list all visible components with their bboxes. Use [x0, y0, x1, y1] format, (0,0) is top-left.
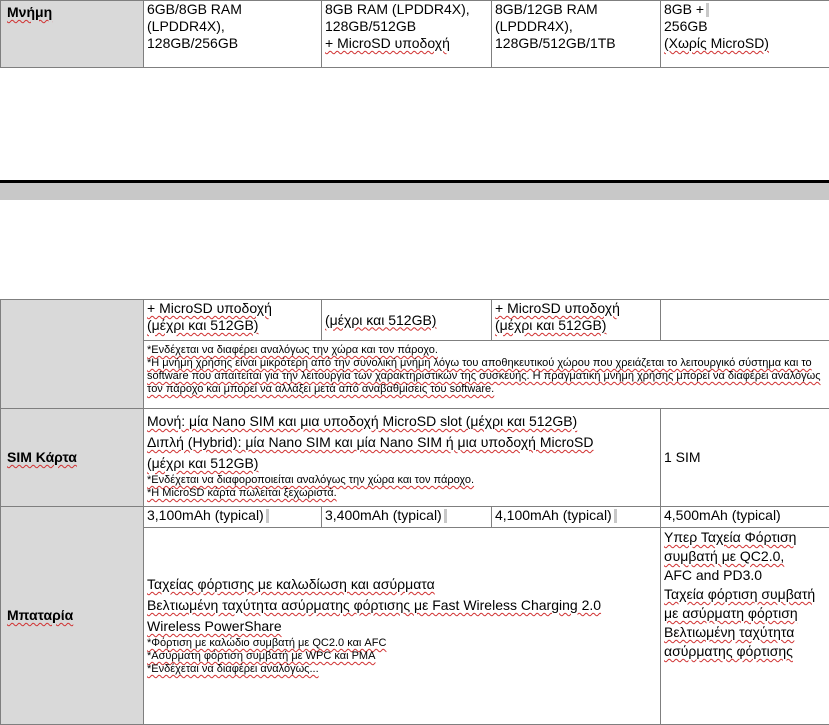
- cell-line: Διπλή (Hybrid): μία Nano SIM και μία Nano SIM ή μια υποδοχή MicroSD: [147, 432, 660, 453]
- cell-line: Βελτιωμένη ταχύτητα ασύρματης φόρτισης με Fast Wireless Charging 2.0: [147, 595, 660, 616]
- memory-label: Μνήμη: [1, 1, 144, 68]
- storage-cell-3: [492, 300, 661, 341]
- cell-line: (LPDDR4X),: [495, 18, 660, 35]
- note-line: *Η μνήμη χρήσης είναι μικρότερη από την συνολική μνήμη λόγω του αποθηκευτικού χώρου που χρειάζεται το λειτουργικό σύστημα και το software που απαιτείται για την λειτουργία των χαρακτηριστικών της συσκευής. Η πραγματική μνήμη χρήσης μπορεί να διαφέρει αναλόγως τον πάροχο και μπορεί να αλλάξει μετά από αναβαθμίσεις του software.: [147, 357, 829, 396]
- cell-line: 128GB/512GB/1TB: [495, 35, 660, 52]
- storage-notes: [144, 341, 829, 409]
- storage-cell-4: [661, 300, 829, 341]
- cell-line: (μέχρι και 512GB): [147, 317, 321, 334]
- cell-line: (μέχρι και 512GB): [495, 317, 660, 334]
- cell-line: Ταχείας φόρτισης με καλωδίωση και ασύρματα: [147, 574, 660, 595]
- sim-label: SIM Κάρτα: [1, 409, 144, 507]
- cell-line: (μέχρι και 512GB): [325, 312, 491, 329]
- note-line: *Ασύρματη φόρτιση συμβατή με WPC και PMA: [147, 650, 660, 663]
- cursor-mark: [266, 509, 269, 523]
- note-line: *Η MicroSD κάρτα πωλείται ξεχωριστά.: [147, 487, 660, 500]
- cell-line: 128GB/512GB: [325, 18, 491, 35]
- cell-line: Βελτιωμένη ταχύτητα: [664, 623, 829, 642]
- cell-line: Wireless PowerShare: [147, 616, 660, 637]
- note-line: *Ενδέχεται να διαφοροποιείται αναλόγως την χώρα και τον πάροχο.: [147, 474, 660, 487]
- cell-line: AFC and PD3.0: [664, 566, 829, 585]
- sim-right-cell: [661, 409, 829, 507]
- cell-line: + MicroSD υποδοχή: [325, 35, 491, 52]
- cell-line: Μονή: μία Nano SIM και μια υποδοχή MicroSD slot (μέχρι και 512GB): [147, 411, 660, 432]
- storage-cell-2: [322, 300, 492, 341]
- note-line: *Ενδέχεται να διαφέρει αναλόγως...: [147, 663, 660, 676]
- cell-line: + MicroSD υποδοχή: [495, 300, 660, 317]
- battery-cap-4: 4,500mAh (typical): [661, 507, 829, 528]
- memory-cell-1: [144, 1, 322, 68]
- battery-label: Μπαταρία: [1, 507, 144, 725]
- cell-line: (Χωρίς MicroSD): [664, 35, 829, 52]
- storage-row: [1, 300, 829, 341]
- cell-line: Υπερ Ταχεία Φόρτιση: [664, 528, 829, 547]
- cell-line: 128GB/256GB: [147, 35, 321, 52]
- battery-right-cell: [661, 528, 829, 725]
- battery-cap-1: 3,100mAh (typical): [144, 507, 322, 528]
- spec-table-top: [0, 0, 829, 68]
- cell-line: 6GB/8GB RAM: [147, 1, 321, 18]
- battery-cap-2: 3,400mAh (typical): [322, 507, 492, 528]
- battery-capacity-row: [1, 507, 829, 528]
- memory-cell-4: [661, 1, 829, 68]
- storage-cell-1: [144, 300, 322, 341]
- cell-line: 1 SIM: [664, 449, 829, 466]
- memory-cell-2: [322, 1, 492, 68]
- note-line: *Ενδέχεται να διαφέρει αναλόγως την χώρα και τον πάροχο.: [147, 344, 829, 357]
- cursor-mark: [706, 3, 709, 17]
- cell-line: με ασύρματη φόρτιση: [664, 604, 829, 623]
- cell-line: 8GB +: [664, 1, 829, 18]
- memory-cell-3: [492, 1, 661, 68]
- cursor-mark: [444, 509, 447, 523]
- cell-line: συμβατή με QC2.0,: [664, 547, 829, 566]
- sim-cell: [144, 409, 661, 507]
- cell-line: 256GB: [664, 18, 829, 35]
- cell-line: (LPDDR4X),: [147, 18, 321, 35]
- note-line: *Φόρτιση με καλώδιο συμβατή με QC2.0 και AFC: [147, 637, 660, 650]
- cell-line: 8GB RAM (LPDDR4X),: [325, 1, 491, 18]
- battery-detail-cell: [144, 528, 661, 725]
- cell-line: (μέχρι και 512GB): [147, 453, 660, 474]
- cell-line: + MicroSD υποδοχή: [147, 300, 321, 317]
- memory-row: [1, 1, 829, 68]
- page-divider: [0, 180, 829, 200]
- spec-table-bottom: [0, 299, 829, 725]
- storage-label: [1, 300, 144, 409]
- cursor-mark: [614, 509, 617, 523]
- cell-line: ασύρματης φόρτισης: [664, 642, 829, 661]
- battery-cap-3: 4,100mAh (typical): [492, 507, 661, 528]
- cell-line: 8GB/12GB RAM: [495, 1, 660, 18]
- cell-line: Ταχεία φόρτιση συμβατή: [664, 585, 829, 604]
- sim-row: [1, 409, 829, 507]
